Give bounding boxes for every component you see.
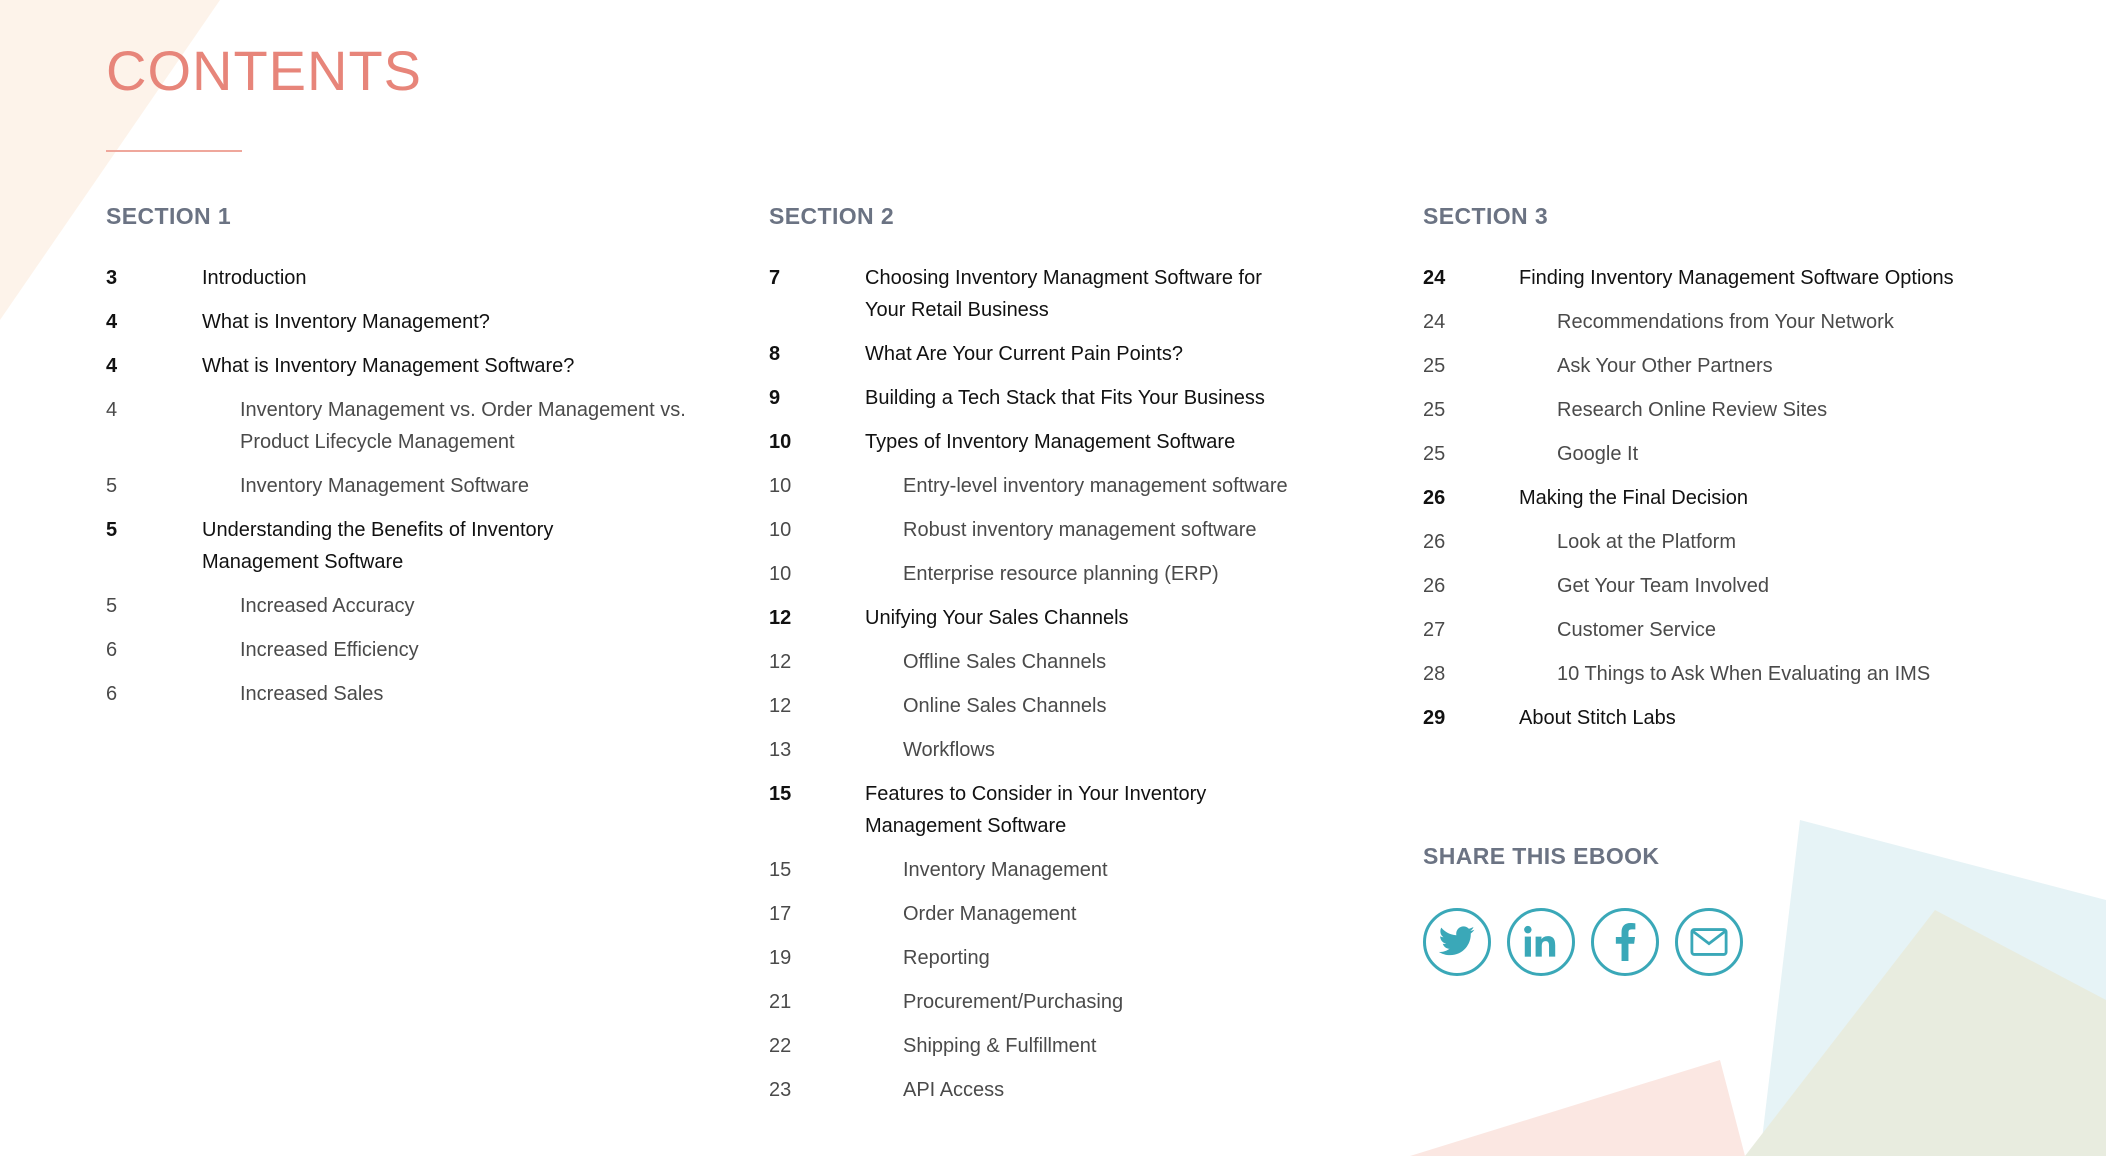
toc-entry-title: Robust inventory management software [903,519,1257,541]
toc-page-number: 10 [769,563,792,585]
toc-entry[interactable] [769,382,1409,414]
toc-page-number: 10 [769,431,792,453]
toc-entry-title: Ask Your Other Partners [1557,355,1773,377]
toc-subentry[interactable] [1423,570,2023,602]
toc-page-number: 21 [769,991,792,1013]
toc-page-number: 26 [1423,531,1446,553]
toc-entry-title: Making the Final Decision [1519,487,1748,509]
toc-page-number: 27 [1423,619,1446,641]
share-icons [1423,908,1743,976]
toc-page-number: 24 [1423,267,1446,289]
toc-entry-title: Building a Tech Stack that Fits Your Business [865,387,1265,409]
toc-page-number: 25 [1423,399,1446,421]
toc-page-number: 6 [106,683,118,705]
section-3-column [1423,202,2023,746]
toc-page-number: 24 [1423,311,1446,333]
toc-entry[interactable] [769,338,1409,370]
section-1-list [106,262,706,710]
share-panel [1423,842,1743,976]
toc-entry-title: About Stitch Labs [1519,707,1676,729]
toc-entry-title: Procurement/Purchasing [903,991,1124,1013]
toc-entry[interactable] [106,262,706,294]
toc-page-number: 3 [106,267,118,289]
toc-entry-title: Choosing Inventory Managment Software for Your Retail Business [865,267,1262,321]
section-3-list [1423,262,2023,734]
toc-entry[interactable] [769,602,1409,634]
toc-subentry[interactable] [106,678,706,710]
toc-page-number: 8 [769,343,781,365]
toc-subentry[interactable] [1423,350,2023,382]
toc-entry[interactable] [106,514,706,578]
toc-page-number: 10 [769,519,792,541]
section-3-heading: SECTION 3 [1423,203,1549,229]
toc-entry[interactable] [769,778,1409,842]
share-heading: SHARE THIS EBOOK [1423,843,1660,869]
toc-entry-title: Understanding the Benefits of Inventory Management Software [202,519,554,573]
section-2-column [769,202,1409,1118]
toc-entry[interactable] [1423,262,2023,294]
toc-entry-title: Look at the Platform [1557,531,1736,553]
toc-page-number: 17 [769,903,792,925]
toc-page-number: 12 [769,607,792,629]
toc-entry-title: Inventory Management Software [240,475,530,497]
section-1-heading: SECTION 1 [106,203,232,229]
toc-entry-title: 10 Things to Ask When Evaluating an IMS [1557,663,1931,685]
toc-subentry[interactable] [769,1074,1409,1106]
email-icon[interactable] [1675,908,1743,976]
toc-subentry[interactable] [106,634,706,666]
toc-page-number: 5 [106,475,118,497]
toc-entry-title: Types of Inventory Management Software [865,431,1236,453]
toc-entry-title: Reporting [903,947,990,969]
toc-entry-title: Enterprise resource planning (ERP) [903,563,1219,585]
toc-page-number: 15 [769,859,792,881]
page-title: CONTENTS [106,39,422,102]
toc-entry-title: Shipping & Fulfillment [903,1035,1097,1057]
toc-subentry[interactable] [769,898,1409,930]
toc-page-number: 25 [1423,443,1446,465]
toc-entry[interactable] [1423,702,2023,734]
toc-subentry[interactable] [769,514,1409,546]
toc-page-number: 23 [769,1079,792,1101]
toc-entry-title: Customer Service [1557,619,1716,641]
toc-page-number: 4 [106,311,118,333]
toc-page-number: 7 [769,267,781,289]
toc-page-number: 15 [769,783,792,805]
section-2-list [769,262,1409,1106]
toc-entry[interactable] [769,426,1409,458]
toc-subentry[interactable] [769,986,1409,1018]
toc-entry-title: Increased Efficiency [240,639,419,661]
facebook-icon[interactable] [1591,908,1659,976]
linkedin-icon[interactable] [1507,908,1575,976]
toc-entry-title: Google It [1557,443,1639,465]
toc-subentry[interactable] [1423,438,2023,470]
toc-page-number: 26 [1423,575,1446,597]
toc-page-number: 12 [769,695,792,717]
toc-page-number: 22 [769,1035,792,1057]
toc-page-number: 26 [1423,487,1446,509]
twitter-icon[interactable] [1423,908,1491,976]
toc-entry-title: Get Your Team Involved [1557,575,1769,597]
toc-entry-title: Inventory Management vs. Order Management vs. Product Lifecycle Management [240,399,686,453]
toc-entry-title: Introduction [202,267,307,289]
toc-entry-title: What is Inventory Management Software? [202,355,575,377]
toc-subentry[interactable] [1423,658,2023,690]
toc-entry-title: Online Sales Channels [903,695,1107,717]
toc-entry-title: What Are Your Current Pain Points? [865,343,1183,365]
toc-subentry[interactable] [106,470,706,502]
toc-entry-title: Inventory Management [903,859,1108,881]
toc-subentry[interactable] [106,590,706,622]
toc-entry-title: Unifying Your Sales Channels [865,607,1129,629]
toc-page-number: 4 [106,355,118,377]
toc-subentry[interactable] [769,1030,1409,1062]
toc-entry[interactable] [106,350,706,382]
toc-entry-title: Increased Accuracy [240,595,415,617]
toc-page-number: 12 [769,651,792,673]
toc-page-number: 19 [769,947,792,969]
toc-page-number: 29 [1423,707,1446,729]
toc-subentry[interactable] [769,470,1409,502]
section-1-column [106,202,706,722]
toc-page-number: 5 [106,519,118,541]
toc-subentry[interactable] [1423,614,2023,646]
toc-entry-title: API Access [903,1079,1005,1101]
toc-entry-title: Entry-level inventory management software [903,475,1288,497]
toc-page-number: 6 [106,639,118,661]
toc-subentry[interactable] [769,942,1409,974]
toc-entry-title: Recommendations from Your Network [1557,311,1894,333]
title-divider [106,150,242,152]
section-2-heading: SECTION 2 [769,203,895,229]
toc-subentry[interactable] [769,558,1409,590]
toc-subentry[interactable] [1423,526,2023,558]
toc-page-number: 13 [769,739,792,761]
toc-entry-title: Increased Sales [240,683,384,705]
toc-subentry[interactable] [769,854,1409,886]
toc-subentry[interactable] [1423,394,2023,426]
toc-page-number: 28 [1423,663,1446,685]
toc-entry-title: Finding Inventory Management Software Options [1519,267,1954,289]
toc-subentry[interactable] [1423,306,2023,338]
toc-page-number: 9 [769,387,781,409]
toc-page-number: 10 [769,475,792,497]
toc-entry[interactable] [769,262,1409,326]
toc-entry-title: What is Inventory Management? [202,311,490,333]
toc-subentry[interactable] [769,646,1409,678]
toc-entry-title: Offline Sales Channels [903,651,1107,673]
toc-entry[interactable] [1423,482,2023,514]
toc-entry[interactable] [106,306,706,338]
toc-page-number: 25 [1423,355,1446,377]
toc-subentry[interactable] [769,734,1409,766]
toc-entry-title: Order Management [903,903,1077,925]
toc-entry-title: Workflows [903,739,995,761]
toc-entry-title: Features to Consider in Your Inventory Management Software [865,783,1207,837]
toc-subentry[interactable] [769,690,1409,722]
toc-page-number: 5 [106,595,118,617]
toc-entry-title: Research Online Review Sites [1557,399,1828,421]
toc-page-number: 4 [106,399,118,421]
toc-subentry[interactable] [106,394,706,458]
